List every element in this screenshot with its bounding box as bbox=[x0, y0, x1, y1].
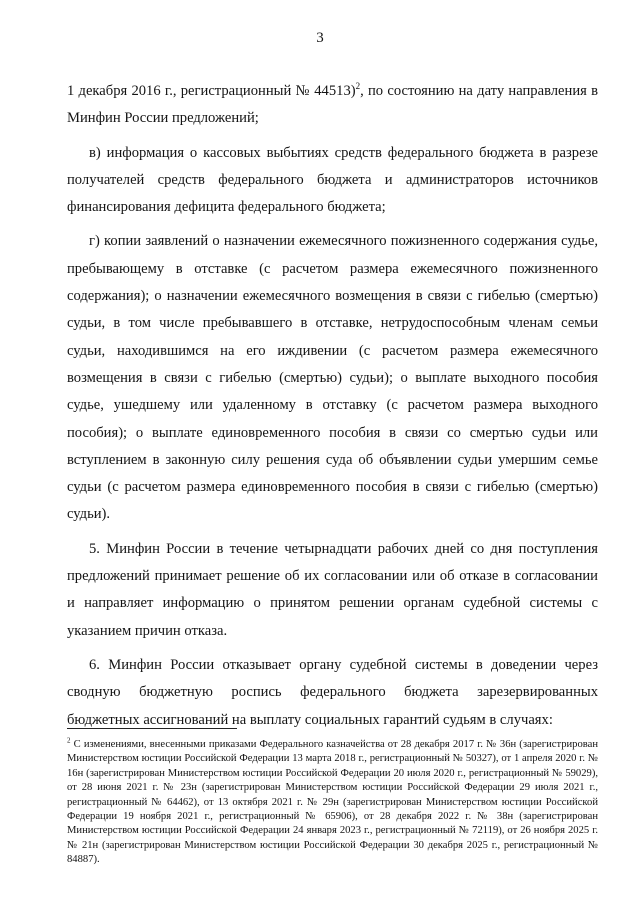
footnote-divider bbox=[67, 728, 237, 729]
paragraph-text: 1 декабря 2016 г., регистрационный № 44513) bbox=[67, 83, 356, 99]
footnote bbox=[67, 738, 598, 868]
paragraph-item-g: г) копии заявлений о назначении ежемесячного пожизненного содержания судье, пребывающему в отставке (с расчетом размера ежемесячного пожизненного содержания); о назначении ежемесячного возмещения в связи с гибелью (смертью) судьи, в том числе пребывавшего в отставке, нетрудоспособным членам семьи судьи, находившимся на его иждивении (с расчетом размера ежемесячного возмещения в связи с гибелью (смертью) судьи); о выплате выходного пособия судье, ушедшему или удаленному в отставку (с расчетом размера выходного пособия); о выплате единовременного пособия в связи со смертью судьи или вступлением в законную силу решения суда об объявлении судьи умершим семье судьи (с расчетом размера единовременного пособия в связи с гибелью (смертью) судьи). bbox=[67, 233, 598, 523]
footnote-reference: 2 bbox=[355, 81, 361, 92]
paragraph-clause-5: 5. Минфин России в течение четырнадцати рабочих дней со дня поступления предложений принимает решение об их согласовании или об отказе в согласовании и направляет информацию о принятом решении органам судебной системы с указанием причин отказа. bbox=[67, 540, 598, 639]
paragraph-clause-6: 6. Минфин России отказывает органу судебной системы в доведении через сводную бюджетную роспись федерального бюджета зарезервированных бюджетных ассигнований на выплату социальных гарантий судьям в случаях: bbox=[67, 656, 598, 728]
document-body bbox=[67, 78, 598, 741]
paragraph-continuation bbox=[67, 78, 598, 133]
paragraph-item-v: в) информация о кассовых выбытиях средств федерального бюджета в разрезе получателей средств федерального бюджета и администраторов источников финансирования дефицита федерального бюджета; bbox=[67, 144, 598, 216]
footnote-marker: 2 bbox=[67, 736, 71, 745]
paragraph-text-tail: , по состоянию на дату направления в Минфин России предложений; bbox=[67, 83, 598, 127]
footnote-text: С изменениями, внесенными приказами Федерального казначейства от 28 декабря 2017 г. № 36н (зарегистрирован Министерством юстиции Российской Федерации 13 марта 2018 г., регистрационный № 50327), от 1 апреля 2020 г. № 16н (зарегистрирован Министерством юстиции Российской Федерации 20 июля 2020 г., регистрационный № 59029), от 28 июня 2021 г. № 23н (зарегистрирован Министерством юстиции Российской Федерации 29 июля 2021 г., регистрационный № 64462), от 13 октября 2021 г. № 29н (зарегистрирован Министерством юстиции Российской Федерации 19 ноября 2021 г., регистрационный № 65906), от 28 декабря 2022 г. № 38н (зарегистрирован Министерством юстиции Российской Федерации 24 января 2023 г., регистрационный № 72119), от 26 ноября 2025 г. № 21н (зарегистрирован Министерством юстиции Российской Федерации 30 декабря 2025 г., регистрационный № 84887). bbox=[67, 739, 598, 866]
page-number: 3 bbox=[316, 30, 324, 46]
